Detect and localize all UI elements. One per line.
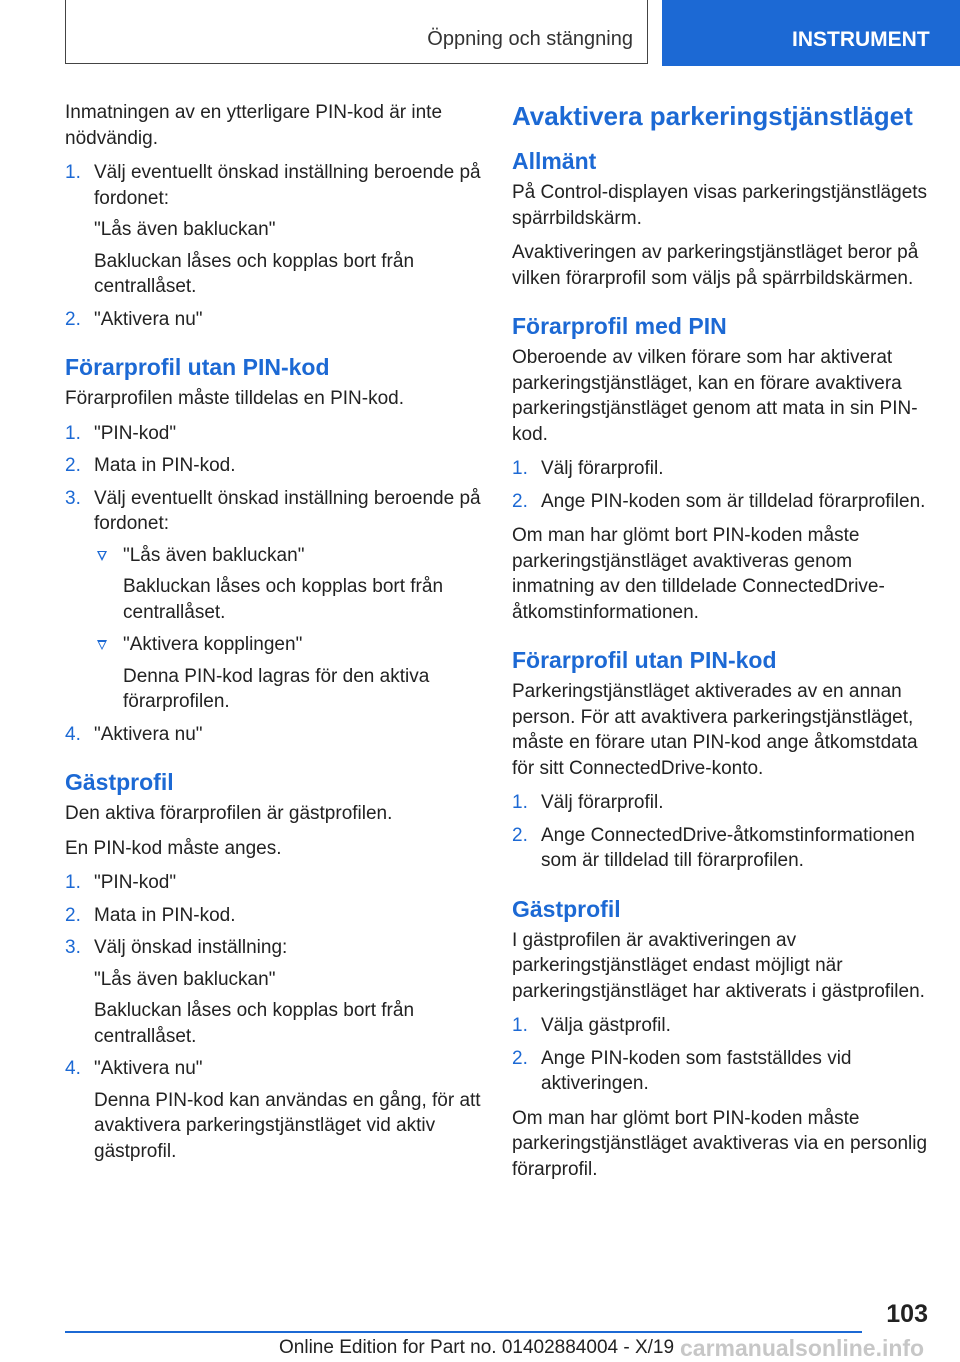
list-item: [65, 160, 481, 300]
step-list: [65, 421, 481, 748]
bullet-item: [94, 543, 481, 626]
bullet-item: [94, 632, 481, 715]
step-number: 4.: [65, 1058, 81, 1079]
body-text: I gästprofilen är avaktiveringen av parkeringstjänstläget endast möjligt när parkeringstjänstläget har aktiverats i gästprofilen.: [512, 929, 925, 1002]
step-number: 3.: [65, 487, 81, 509]
list-item: [512, 1046, 928, 1097]
section-header-box: [65, 0, 648, 64]
footer-divider: [65, 1331, 862, 1333]
step-number: 1.: [65, 422, 81, 444]
step-number: 1.: [512, 458, 528, 479]
step-text: Mata in PIN-kod.: [94, 455, 236, 476]
body-text: En PIN-kod måste anges.: [65, 837, 282, 859]
step-text: Ange ConnectedDrive-åtkomstinformationen som är tilldelad till förarprofilen.: [541, 824, 915, 871]
step-number: 1.: [512, 1015, 528, 1036]
step-number: 2.: [512, 1047, 528, 1069]
section-heading: Allmänt: [512, 148, 597, 174]
right-column: [512, 100, 928, 1191]
step-text: "Lås även bakluckan": [94, 968, 276, 990]
step-text: Välj förarprofil.: [541, 458, 664, 479]
bullet-text: Bakluckan låses och kopplas bort från centrallåset.: [123, 576, 444, 623]
page-title: Avaktivera parkeringstjänstläget: [512, 101, 913, 131]
page-number: 103: [886, 1300, 928, 1328]
section-heading: Förarprofil utan PIN-kod: [512, 647, 777, 673]
step-number: 1.: [512, 792, 528, 813]
list-item: [512, 489, 928, 515]
bullet-title: "Aktivera kopplingen": [123, 634, 303, 655]
section-heading: Förarprofil utan PIN-kod: [65, 354, 330, 380]
list-item: [512, 790, 928, 816]
list-item: [65, 935, 481, 1049]
step-text: Ange PIN-koden som är tilldelad förarprofilen.: [541, 490, 926, 512]
triangle-bullet-icon: [97, 551, 107, 561]
watermark: carmanualsonline.info: [680, 1335, 925, 1361]
body-text: Om man har glömt bort PIN-koden måste parkeringstjänstläget avaktiveras via en personlig förarprofil.: [512, 1107, 928, 1180]
list-item: [65, 722, 481, 748]
step-text: Välj eventuellt önskad inställning beroende på fordonet:: [94, 162, 481, 209]
bullet-text: Denna PIN-kod lagras för den aktiva förarprofilen.: [123, 665, 430, 712]
list-item: [65, 870, 481, 896]
body-text: Parkeringstjänstläget aktiverades av en annan person. För att avaktivera parkeringstjänstläget, måste en förare utan PIN-kod ange åtkomstdata för sitt ConnectedDrive-konto.: [512, 681, 918, 779]
step-text: "Lås även bakluckan": [94, 219, 276, 240]
intro-text: Inmatningen av en ytterligare PIN-kod är inte nödvändig.: [65, 102, 443, 149]
step-list: [512, 1013, 928, 1097]
list-item: [65, 486, 481, 715]
step-text: Bakluckan låses och kopplas bort från centrallåset.: [94, 250, 415, 297]
bullet-list: [94, 543, 481, 715]
chapter-tab[interactable]: INSTRUMENT: [662, 0, 960, 66]
section-heading: Förarprofil med PIN: [512, 313, 727, 339]
section-heading: Gästprofil: [65, 769, 174, 795]
list-item: [65, 1056, 481, 1164]
left-column: [65, 100, 481, 1173]
page-header: [0, 0, 960, 66]
bullet-title: "Lås även bakluckan": [123, 544, 305, 566]
list-item: [512, 456, 928, 482]
step-text: "Aktivera nu": [94, 308, 203, 330]
step-list: [512, 790, 928, 874]
body-text: Avaktiveringen av parkeringstjänstläget beror på vilken förarprofil som väljs på spärrbildskärmen.: [512, 242, 919, 289]
step-number: 3.: [65, 937, 81, 958]
step-text: "PIN-kod": [94, 422, 177, 444]
step-text: Välja gästprofil.: [541, 1015, 671, 1036]
step-number: 2.: [512, 824, 528, 846]
step-number: 2.: [512, 490, 528, 512]
section-title: Öppning och stängning: [427, 28, 633, 50]
step-text: "PIN-kod": [94, 872, 177, 893]
list-item: [65, 421, 481, 447]
step-number: 4.: [65, 723, 81, 745]
step-text: Ange PIN-koden som fastställdes vid aktiveringen.: [541, 1047, 852, 1094]
body-text: Den aktiva förarprofilen är gästprofilen.: [65, 803, 393, 824]
list-item: [512, 1013, 928, 1039]
step-text: Välj önskad inställning:: [94, 937, 288, 958]
body-text: Om man har glömt bort PIN-koden måste parkeringstjänstläget avaktiveras genom inmatning av den tilldelade ConnectedDrive-åtkomstinformationen.: [512, 525, 885, 623]
step-number: 1.: [65, 872, 81, 893]
step-list: [65, 870, 481, 1164]
step-text: "Aktivera nu": [94, 1058, 203, 1079]
step-text: Välj förarprofil.: [541, 792, 664, 813]
step-list: [512, 456, 928, 514]
step-text: Mata in PIN-kod.: [94, 904, 236, 926]
step-list: [65, 160, 481, 332]
triangle-bullet-icon: [97, 640, 107, 650]
list-item: [65, 307, 481, 333]
step-text: Välj eventuellt önskad inställning beroende på fordonet:: [94, 487, 481, 534]
step-number: 2.: [65, 308, 81, 330]
step-number: 1.: [65, 162, 81, 183]
step-text: Bakluckan låses och kopplas bort från centrallåset.: [94, 1000, 415, 1047]
body-text: På Control-displayen visas parkeringstjänstlägets spärrbildskärm.: [512, 182, 928, 229]
footer-edition: Online Edition for Part no. 01402884004 - X/19: [279, 1337, 675, 1358]
step-text: Denna PIN-kod kan användas en gång, för att avaktivera parkeringstjänstläget vid aktiv gästprofil.: [94, 1089, 481, 1162]
step-text: "Aktivera nu": [94, 723, 203, 745]
list-item: [512, 823, 928, 874]
step-number: 2.: [65, 904, 81, 926]
body-text: Oberoende av vilken förare som har aktiverat parkeringstjänstläget, kan en förare avaktivera parkeringstjänstläget genom att mata in sin PIN-kod.: [512, 347, 918, 445]
step-number: 2.: [65, 455, 81, 476]
section-heading: Gästprofil: [512, 895, 621, 922]
list-item: [65, 453, 481, 479]
body-text: Förarprofilen måste tilldelas en PIN-kod.: [65, 388, 404, 409]
list-item: [65, 903, 481, 929]
